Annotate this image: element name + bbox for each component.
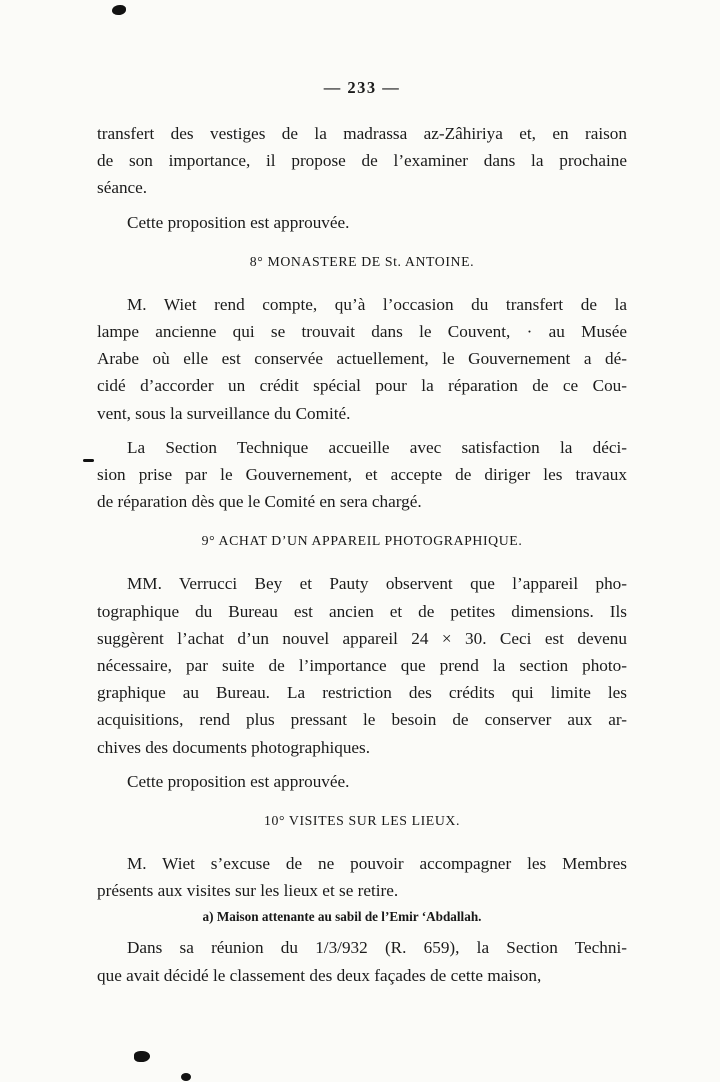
text-line: suggèrent l’achat d’un nouvel appareil 24 × 30. Ceci est devenu	[97, 628, 627, 648]
document-page	[97, 0, 627, 989]
text-line: Cette proposition est approuvée.	[127, 212, 350, 232]
text-line: graphique au Bureau. La restriction des crédits qui limite les	[97, 683, 627, 703]
text-line: Arabe où elle est conservée actuellement, le Gouvernement a dé-	[97, 349, 627, 369]
section-heading-visites: 10° VISITES SUR LES LIEUX.	[263, 813, 460, 829]
section-heading-achat: 9° ACHAT D’UN APPAREIL PHOTOGRAPHIQUE.	[201, 533, 523, 549]
text-line: La Section Technique accueille avec satisfaction la déci-	[127, 437, 627, 457]
text-line: de réparation dès que le Comité en sera chargé.	[97, 492, 422, 512]
text-line: que avait décidé le classement des deux façades de cette maison,	[97, 965, 542, 985]
paragraph-excuse	[97, 850, 627, 904]
paragraph-appareil	[97, 570, 627, 760]
text-line: de son importance, il propose de l’examiner dans la prochaine	[97, 151, 627, 171]
text-line: sion prise par le Gouvernement, et accepte de diriger les travaux	[97, 465, 627, 485]
text-line: Dans sa réunion du 1/3/932 (R. 659), la Section Techni-	[127, 938, 627, 958]
text-line: séance.	[97, 178, 148, 198]
text-line: présents aux visites sur les lieux et se retire.	[97, 881, 399, 901]
text-line: M. Wiet s’excuse de ne pouvoir accompagner les Membres	[127, 854, 627, 874]
subsection-heading-maison: a) Maison attenante au sabil de l’Emir ‘Abdallah.	[202, 909, 482, 925]
text-line: transfert des vestiges de la madrassa az-Zâhiriya et, en raison	[97, 124, 627, 143]
paragraph-approval-2	[97, 768, 627, 795]
section-heading-monastere: 8° MONASTERE DE St. ANTOINE.	[249, 253, 475, 269]
text-line: M. Wiet rend compte, qu’à l’occasion du transfert de la	[127, 294, 627, 314]
paragraph-section-technique	[97, 434, 627, 516]
ink-blot-artifact	[134, 1051, 150, 1062]
paragraph-reunion	[97, 934, 627, 988]
text-line: tographique du Bureau est ancien et de petites dimensions. Ils	[97, 601, 627, 621]
text-line: vent, sous la surveillance du Comité.	[97, 403, 351, 423]
margin-mark-artifact	[83, 459, 94, 462]
text-line: nécessaire, par suite de l’importance que prend la section photo-	[97, 656, 627, 676]
paragraph-wiet-couvent	[97, 291, 627, 427]
page-number: — 233 —	[323, 78, 401, 97]
text-line: lampe ancienne qui se trouvait dans le Couvent, · au Musée	[97, 322, 627, 342]
text-line: Cette proposition est approuvée.	[127, 771, 350, 791]
text-line: MM. Verrucci Bey et Pauty observent que l’appareil pho-	[127, 574, 627, 594]
ink-blot-artifact	[181, 1073, 191, 1081]
text-line: chives des documents photographiques.	[97, 737, 371, 757]
paragraph-approval-1	[97, 209, 627, 236]
text-line: cidé d’accorder un crédit spécial pour la réparation de ce Cou-	[97, 376, 627, 396]
paragraph-transfert	[97, 120, 627, 202]
text-line: acquisitions, rend plus pressant le besoin de conserver aux ar-	[97, 710, 627, 730]
